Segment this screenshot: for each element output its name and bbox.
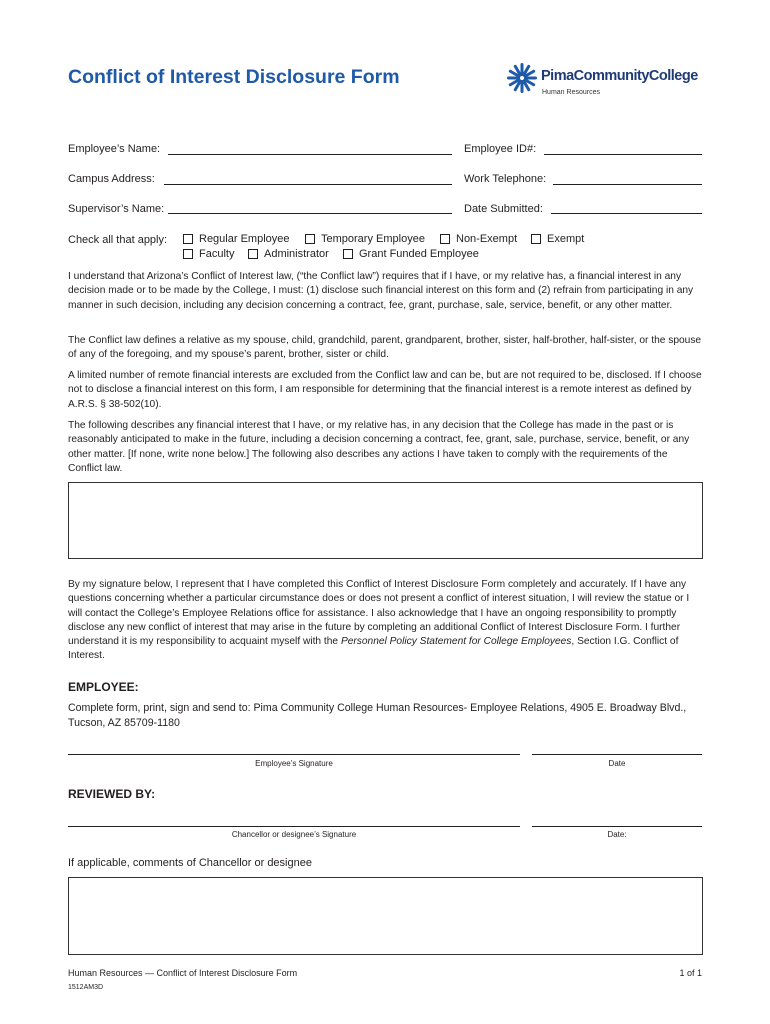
employee-id-field[interactable] <box>544 154 702 155</box>
page-title: Conflict of Interest Disclosure Form <box>68 66 400 88</box>
relative-definition-paragraph: The Conflict law defines a relative as my spouse, child, grandchild, parent, grandparent, brother, sister, half-brother, half-sister, or the spouse of any of the foregoing, and my spouse’s parent, brother, sister or child. <box>68 335 702 361</box>
starburst-logo-icon <box>506 62 538 94</box>
work-telephone-field[interactable] <box>553 184 702 185</box>
signature-representation-paragraph: By my signature below, I represent that I have completed this Conflict of Interest Disclosure Form completely and accurately. If I have any questions concerning whether a particular circumstance does or does not present a conflict of interest situation, I will review the statue or I will contact the College’s Employee Relations office for assistance. I also acknowledge that I have an ongoing responsibility to promptly disclose any new conflict of interest that may arise in the future by completing an additional Conflict of Interest Disclosure Form. I further understand it is my responsibility to acquaint myself with the Personnel Policy Statement for College Employees, Section I.G. Conflict of Interest. <box>68 579 690 662</box>
checkbox-box[interactable] <box>248 249 258 259</box>
checkbox-box[interactable] <box>440 234 450 244</box>
supervisor-name-label: Supervisor’s Name: <box>68 203 165 215</box>
financial-interest-paragraph: The following describes any financial interest that I have, or my relative has, in any decision that the College has made in the past or is reasonably anticipated to make in the future, including a decision concerning a contract, fee, grant, sale, purchase, service, benefit, or any other matter. [If none, write none below.] The following also describes any actions I have taken to comply with the requirements of the Conflict law. <box>68 420 690 474</box>
work-telephone-label: Work Telephone: <box>464 173 547 185</box>
checkbox-box[interactable] <box>305 234 315 244</box>
checkbox-box[interactable] <box>183 234 193 244</box>
financial-interest-textbox[interactable] <box>68 482 703 559</box>
comments-label: If applicable, comments of Chancellor or designee <box>68 857 312 869</box>
form-code: 1512AM3D <box>68 984 104 991</box>
checkbox-temporary-employee[interactable]: Temporary Employee <box>305 233 425 245</box>
employee-id-label: Employee ID#: <box>464 143 537 155</box>
checkbox-non-exempt[interactable]: Non-Exempt <box>440 233 517 245</box>
chancellor-date-caption: Date: <box>607 830 627 839</box>
checkbox-box[interactable] <box>183 249 193 259</box>
employee-date-line[interactable] <box>532 754 702 755</box>
footer-title: Human Resources — Conflict of Interest Disclosure Form <box>68 968 298 978</box>
employee-signature-line[interactable] <box>68 754 520 755</box>
chancellor-signature-line[interactable] <box>68 826 520 827</box>
page-number: 1 of 1 <box>679 968 702 978</box>
checkbox-administrator[interactable]: Administrator <box>248 248 329 260</box>
employee-signature-caption: Employee’s Signature <box>255 759 333 768</box>
college-logo <box>506 62 706 102</box>
logo-subtitle: Human Resources <box>542 89 600 96</box>
date-submitted-field[interactable] <box>551 213 702 214</box>
checkbox-box[interactable] <box>343 249 353 259</box>
supervisor-name-field[interactable] <box>168 213 452 214</box>
date-submitted-label: Date Submitted: <box>464 203 543 215</box>
checkbox-regular-employee[interactable]: Regular Employee <box>183 233 290 245</box>
remote-interest-paragraph: A limited number of remote financial interests are excluded from the Conflict law and can be, but are not required to be, disclosed. If I choose not to disclose a financial interest on this form, I am responsible for determining that the financial interest is a remote interest as defined by A.R.S. § 38-502(10). <box>68 370 702 410</box>
campus-address-label: Campus Address: <box>68 173 155 185</box>
policy-statement-title: Personnel Policy Statement for College Employees <box>340 636 572 648</box>
checkbox-exempt[interactable]: Exempt <box>531 233 584 245</box>
employee-name-field[interactable] <box>168 154 452 155</box>
chancellor-signature-caption: Chancellor or designee’s Signature <box>231 830 357 839</box>
check-all-label: Check all that apply: <box>68 234 168 246</box>
checkbox-box[interactable] <box>531 234 541 244</box>
chancellor-comments-textbox[interactable] <box>68 877 703 955</box>
employee-date-caption: Date <box>608 759 626 768</box>
checkbox-grant-funded[interactable]: Grant Funded Employee <box>343 248 479 260</box>
checkbox-faculty[interactable]: Faculty <box>183 248 234 260</box>
employee-name-label: Employee’s Name: <box>68 143 161 155</box>
employee-instructions: Complete form, print, sign and send to: Pima Community College Human Resources- Employee Relations, 4905 E. Broadway Blvd., Tucson, AZ 85709-1180 <box>68 702 687 729</box>
reviewed-by-heading: REVIEWED BY: <box>68 787 156 801</box>
logo-name: PimaCommunityCollege <box>541 68 698 84</box>
conflict-law-paragraph: I understand that Arizona’s Conflict of Interest law, (“the Conflict law”) requires that if I have, or my relative has, a financial interest in any decision made or to be made by the College, I must: (1) disclose such financial interest on this form and (2) refrain from participating in any manner in such decision, including any decision concerning a contract, fee, grant, purchase, sale, service, benefit, or any other matter. <box>68 271 694 311</box>
employee-heading: EMPLOYEE: <box>68 680 139 694</box>
chancellor-date-line[interactable] <box>532 826 702 827</box>
campus-address-field[interactable] <box>164 184 452 185</box>
